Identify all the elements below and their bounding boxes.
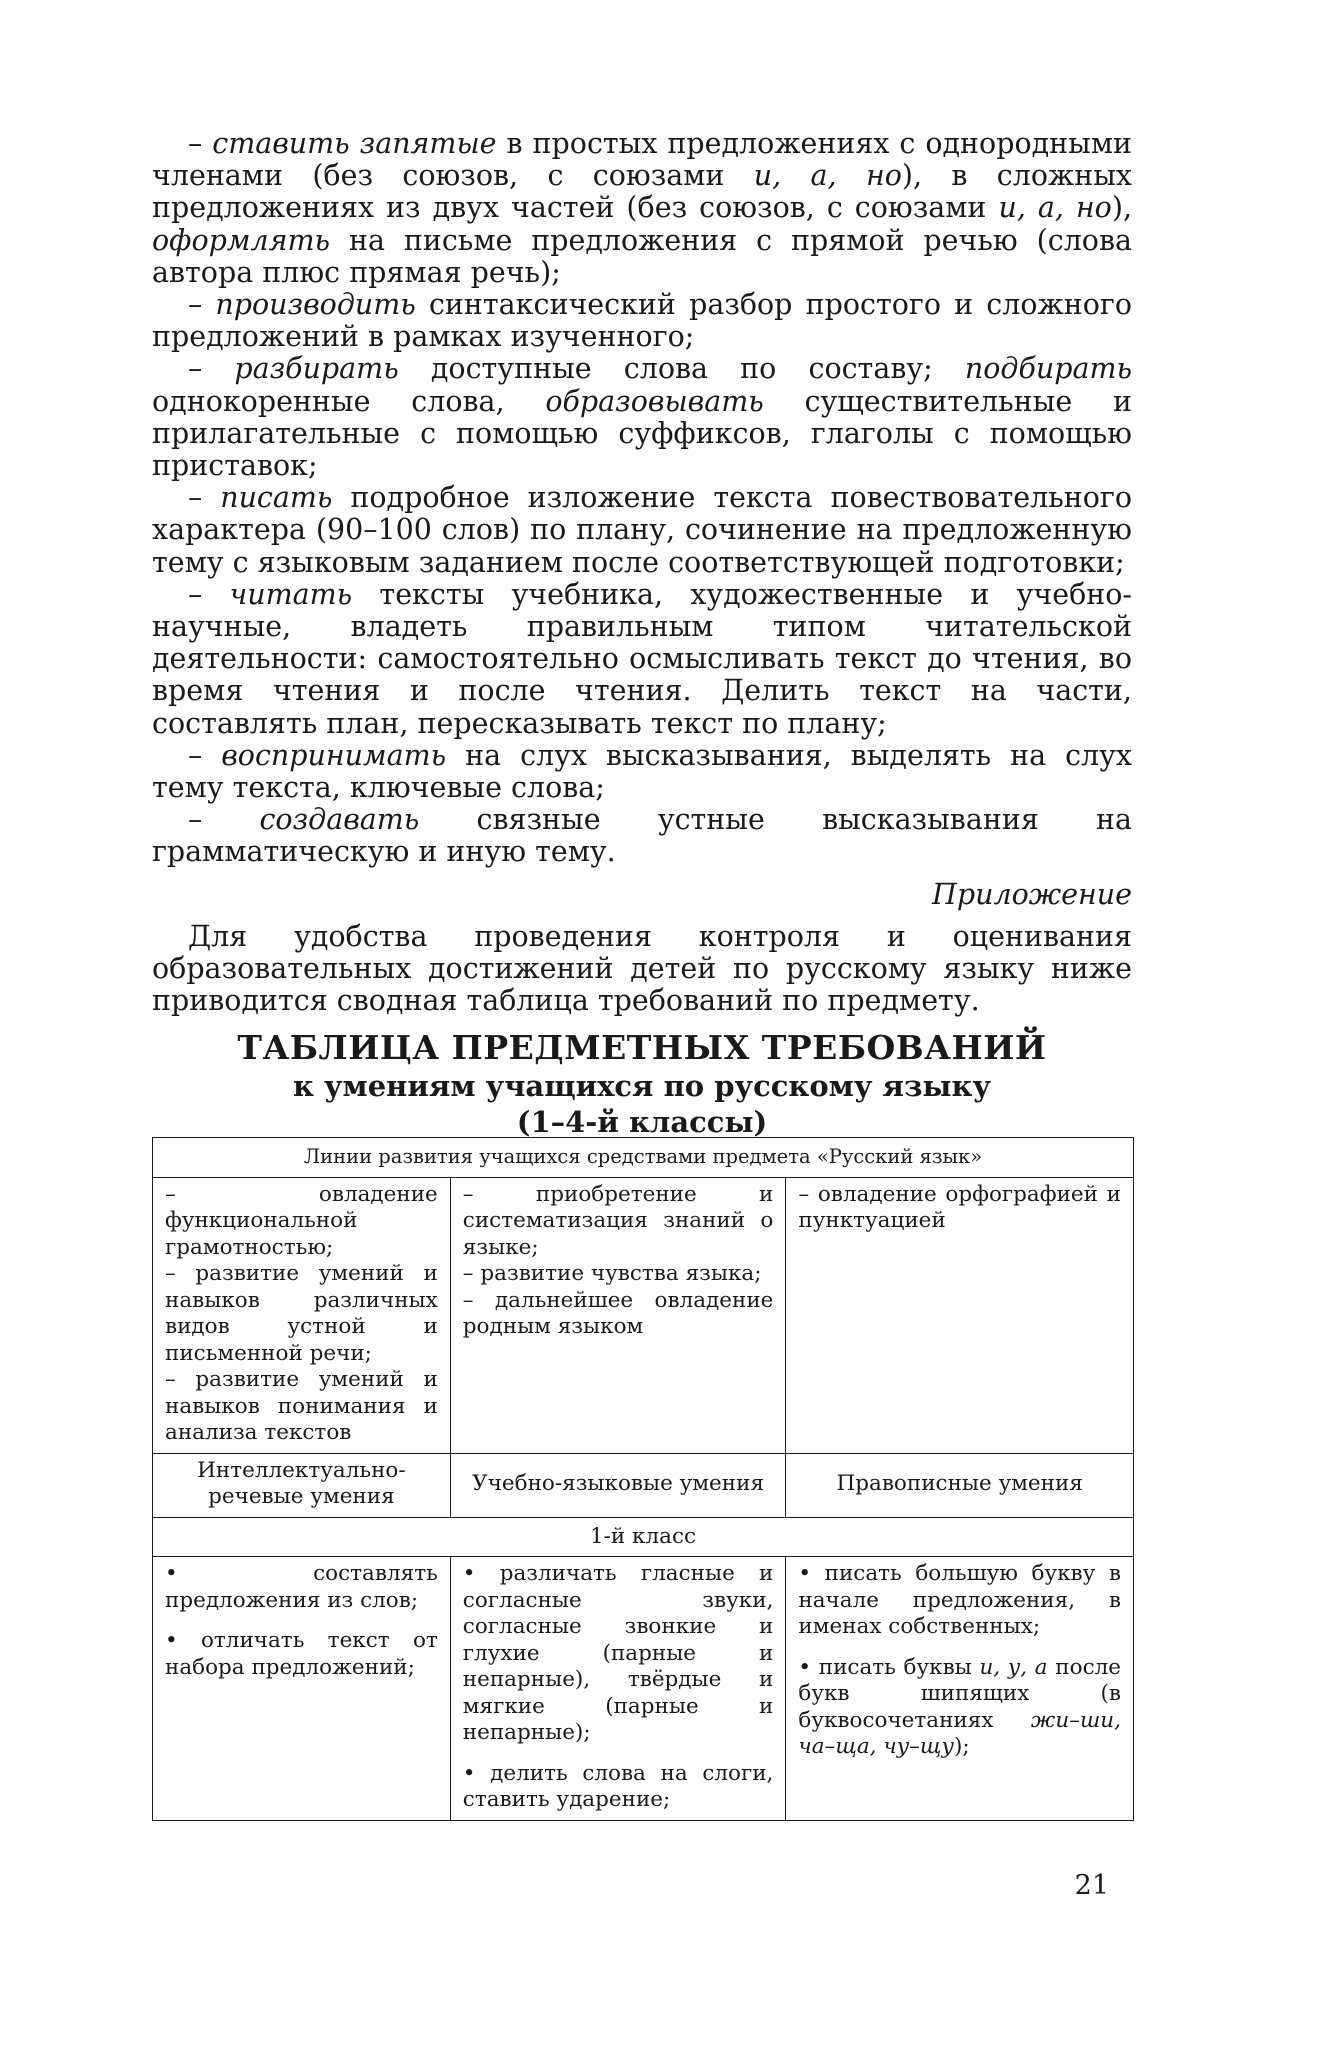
appendix-intro: Для удобства проведения контроля и оценивания образовательных достижений детей по русскому языку ниже приводится сводная таблица требований по предмету. [152, 919, 1132, 1018]
table-title-main: ТАБЛИЦА ПРЕДМЕТНЫХ ТРЕБОВАНИЙ [237, 1028, 1047, 1067]
grade1-col-2: • различать гласные и согласные звуки, согласные звонкие и глухие (парные и непарные), твёрдые и мягкие (парные и непарные); • делить слова на слоги, ставить ударение; [450, 1557, 786, 1821]
paragraph-syntax: – производить синтаксический разбор простого и сложного предложений в рамках изученного; [152, 288, 1132, 354]
lines-col-3: – овладение орфографией и пунктуацией [786, 1177, 1134, 1453]
skill-intellectual: Интеллектуально-речевые умения [153, 1453, 451, 1517]
paragraph-reading: – читать тексты учебника, художественные и учебно-научные, владеть правильным типом читательской деятельности: самостоятельно осмысливать текст до чтения, во время чтения и после чтения. Делить текст на части, составлять план, пересказывать текст по плану; [152, 577, 1133, 740]
paragraph-writing: – писать подробное изложение текста повествовательного характера (90–100 слов) по плану, сочинение на предложенную тему с языковым заданием после соответствующей подготовки; [152, 481, 1132, 579]
requirements-table [152, 1137, 1134, 1821]
paragraph-morphology: – разбирать доступные слова по составу; подбирать однокоренные слова, образовывать существительные и прилагательные с помощью суффиксов, глаголы с помощью приставок; [152, 352, 1132, 483]
skill-spelling: Правописные умения [786, 1453, 1134, 1517]
lines-col-1: – овладение функциональной грамотностью; – развитие умений и навыков различных видов устной и письменной речи; – развитие умений и навыков понимания и анализа текстов [153, 1177, 451, 1453]
grade1-col-3: • писать большую букву в начале предложения, в именах собственных; • писать буквы и, у, а после букв шипящих (в буквосочетаниях жи–ши, ча–ща, чу–щу); [786, 1557, 1134, 1821]
table-row-lines [153, 1177, 1134, 1453]
grade1-col-1: • составлять предложения из слов; • отличать текст от набора предложений; [153, 1557, 451, 1821]
table-title-grades: (1–4-й классы) [516, 1105, 768, 1139]
skill-educational: Учебно-языковые умения [450, 1453, 786, 1517]
table-row-skills [153, 1453, 1134, 1517]
grade-label: 1-й класс [153, 1517, 1134, 1557]
appendix-label: Приложение [931, 877, 1132, 911]
table-title-sub: к умениям учащихся по русскому языку [292, 1069, 992, 1103]
body-text [152, 128, 1132, 1017]
table-header: Линии развития учащихся средствами предмета «Русский язык» [153, 1138, 1134, 1178]
lines-col-2: – приобретение и систематизация знаний о языке; – развитие чувства языка; – дальнейшее овладение родным языком [450, 1177, 786, 1453]
paragraph-listening: – воспринимать на слух высказывания, выделять на слух тему текста, ключевые слова; [152, 738, 1132, 805]
table-row-grade [153, 1517, 1134, 1557]
table-title [152, 1028, 1132, 1140]
table-header-row [153, 1138, 1134, 1178]
paragraph-commas: – ставить запятые в простых предложениях с однородными членами (без союзов, с союзами и, а, но), в сложных предложениях из двух частей (без союзов, с союзами и, а, но), оформлять на письме предложения с прямой речью (слова автора плюс прямая речь); [152, 127, 1133, 289]
page-number: 21 [1074, 1870, 1109, 1901]
table-row-grade-1 [153, 1557, 1134, 1821]
paragraph-speaking: – создавать связные устные высказывания на грамматическую и иную тему. [152, 803, 1132, 869]
